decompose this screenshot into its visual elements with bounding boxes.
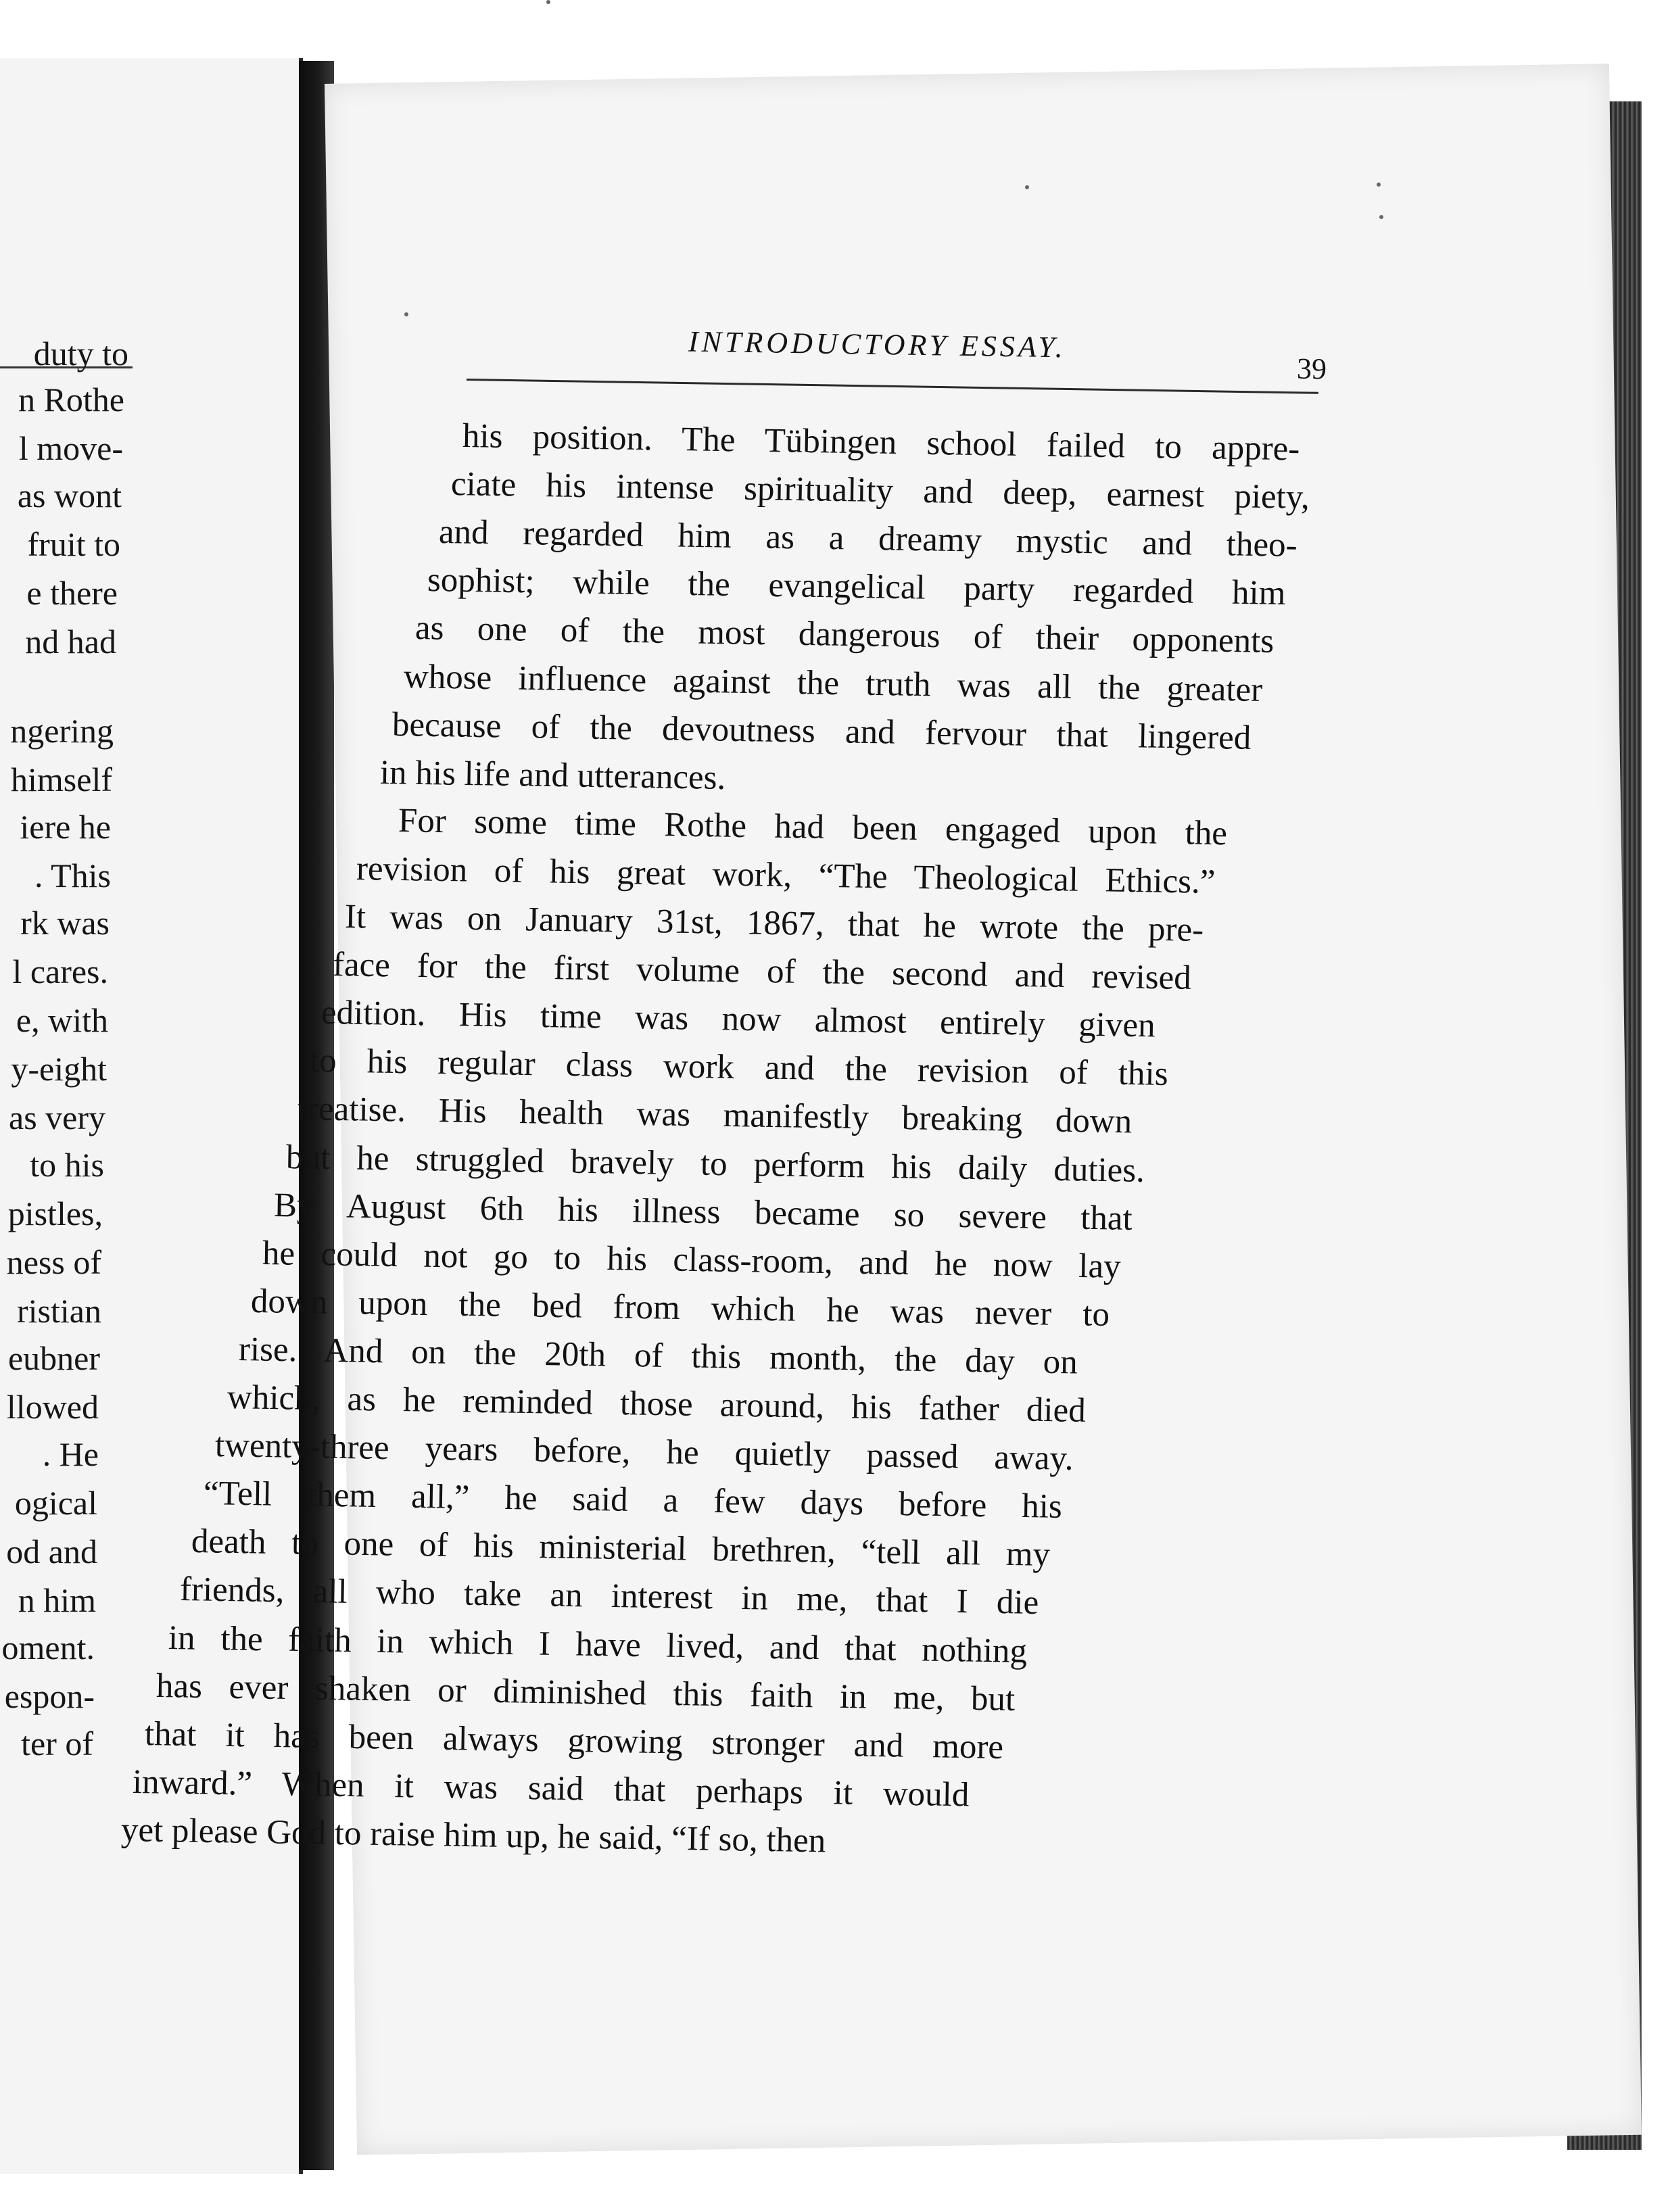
text-line: rise. And on the 20th of this month, the day on: [238, 1330, 1078, 1382]
text-line: that it has been always growing stronger and more: [144, 1714, 1004, 1766]
text-line: By August 6th his illness became so severe that: [273, 1186, 1133, 1238]
text-line: friends, all who take an interest in me, that I die: [179, 1570, 1039, 1622]
text-line: death to one of his ministerial brethren, “tell all my: [191, 1522, 1051, 1574]
text-line: For some time Rothe had been engaged upon the: [398, 801, 1228, 853]
left-page-line: . He: [42, 1435, 99, 1473]
left-page-line: e there: [26, 574, 118, 612]
running-head: INTRODUCTORY ESSAY.: [688, 324, 1067, 364]
text-line: has ever shaken or diminished this faith in me, but: [156, 1666, 1016, 1718]
left-page-line: llowed: [6, 1388, 99, 1426]
text-line: ciate his intense spirituality and deep, earnest piety,: [450, 465, 1310, 517]
left-page-line: y-eight: [11, 1050, 107, 1088]
text-line: yet please God to raise him up, he said, “If so, then: [120, 1810, 826, 1860]
text-line: down upon the bed from which he was never to: [250, 1282, 1110, 1334]
text-line: inward.” When it was said that perhaps it would: [132, 1762, 970, 1814]
text-line: It was on January 31st, 1867, that he wrote the pre-: [344, 898, 1204, 949]
left-page-line: ter of: [21, 1725, 93, 1762]
left-page-line: espon-: [4, 1677, 95, 1715]
text-line: which, as he reminded those around, his father died: [227, 1378, 1086, 1430]
left-page-line: n Rothe: [18, 381, 124, 418]
left-page-line: rk was: [20, 904, 110, 942]
left-page-line: to his: [30, 1146, 104, 1184]
text-line: but he struggled bravely to perform his daily duties.: [285, 1138, 1145, 1190]
left-page-line: iere he: [20, 808, 111, 846]
scan-speck: [1379, 215, 1383, 219]
text-line: face for the first volume of the second and revised: [332, 946, 1192, 998]
left-page-line: ness of: [6, 1243, 101, 1281]
left-page-line: od and: [6, 1533, 97, 1570]
text-line: twenty-three years before, he quietly passed away.: [214, 1426, 1074, 1478]
text-line: whose influence against the truth was all the greater: [403, 657, 1263, 709]
left-page-line: n him: [18, 1581, 96, 1619]
left-page-line: as very: [9, 1099, 105, 1136]
left-page-line: fruit to: [27, 525, 120, 563]
left-page-line: nd had: [25, 623, 116, 660]
text-line: because of the devoutness and fervour that lingered: [391, 705, 1252, 757]
facing-page-left: [0, 58, 303, 2174]
text-line: his position. The Tübingen school failed to appre-: [462, 417, 1300, 468]
text-line: and regarded him as a dreamy mystic and theo-: [438, 513, 1298, 565]
left-page-line: l move-: [18, 429, 123, 467]
left-page-line: as wont: [17, 477, 122, 514]
left-page-line: himself: [11, 761, 112, 798]
left-page-line: duty to: [33, 335, 128, 372]
text-line: edition. His time was now almost entirely given: [320, 994, 1156, 1045]
scan-speck: [546, 0, 550, 4]
text-line: in his life and utterances.: [379, 753, 726, 797]
left-page-line: eubner: [7, 1339, 100, 1377]
scan-speck: [1377, 183, 1381, 187]
text-line: treatise. His health was manifestly breaking down: [297, 1090, 1133, 1141]
left-page-line: oment.: [1, 1629, 95, 1666]
text-line: as one of the most dangerous of their opponents: [414, 609, 1275, 661]
scan-speck: [1025, 185, 1029, 189]
left-page-line: ristian: [17, 1292, 101, 1330]
text-line: in the faith in which I have lived, and that nothing: [168, 1618, 1028, 1670]
left-page-line: l cares.: [12, 953, 108, 990]
text-line: he could not go to his class-room, and he now lay: [262, 1234, 1121, 1286]
text-line: to his regular class work and the revision of this: [309, 1042, 1168, 1094]
left-page-line: ngering: [10, 712, 114, 750]
left-page-line: ogical: [14, 1484, 97, 1522]
scan-speck: [404, 312, 408, 316]
text-line: sophist; while the evangelical party regarded him: [427, 561, 1286, 613]
left-page-line: e, with: [16, 1001, 108, 1039]
left-page-line: pistles,: [7, 1195, 103, 1232]
text-line: “Tell them all,” he said a few days before his: [203, 1474, 1063, 1526]
left-page-line: . This: [34, 857, 111, 894]
page-number: 39: [1296, 352, 1327, 386]
text-line: revision of his great work, “The Theological Ethics.”: [356, 849, 1216, 901]
